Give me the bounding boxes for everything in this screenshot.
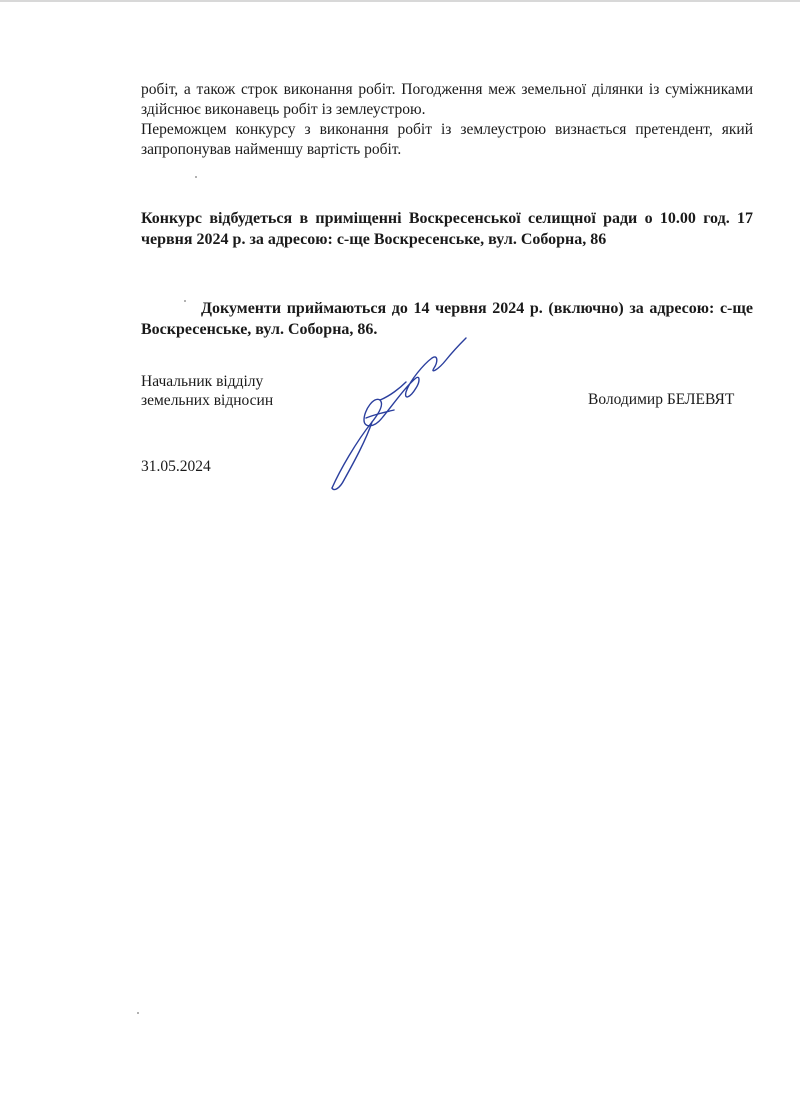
handwritten-signature-icon: [320, 330, 480, 500]
paragraph-winner: [141, 120, 753, 160]
paragraph-line: червня 2024 р. за адресою: с-ще Воскресенське, вул. Соборна, 86: [141, 231, 607, 248]
signatory-title-line-2: земельних відносин: [141, 392, 274, 409]
paragraph-works-term: [141, 80, 753, 120]
paragraph-line: Воскресенське, вул. Соборна, 86.: [141, 321, 378, 338]
paragraph-line: запропонував найменшу вартість робіт.: [141, 141, 402, 158]
signature-stroke: [332, 422, 372, 490]
scan-speck: [137, 1012, 139, 1014]
paragraph-line: Переможцем конкурсу з виконання робіт із землеустрою визнається претендент, який: [141, 121, 753, 138]
signatory-title-line-1: Начальник відділу: [141, 373, 264, 390]
paragraph-line: Конкурс відбудеться в приміщенні Воскресенської селищної ради о 10.00 год. 17: [141, 210, 753, 227]
signatory-name: Володимир БЕЛЕВЯТ: [588, 391, 735, 408]
paragraph-line: здійснює виконавець робіт із землеустрою.: [141, 101, 426, 118]
paragraph-line: робіт, а також строк виконання робіт. Погодження меж земельної ділянки із суміжниками: [141, 81, 753, 98]
signatory-title: [141, 372, 273, 410]
scan-speck: [195, 176, 197, 178]
scan-speck: [184, 300, 186, 302]
signature-stroke: [380, 382, 406, 400]
paragraph-line: Документи приймаються до 14 червня 2024 р. (включно) за адресою: с-ще: [201, 300, 753, 317]
paragraph-contest-venue: [141, 208, 753, 250]
document-date: 31.05.2024: [141, 458, 211, 475]
